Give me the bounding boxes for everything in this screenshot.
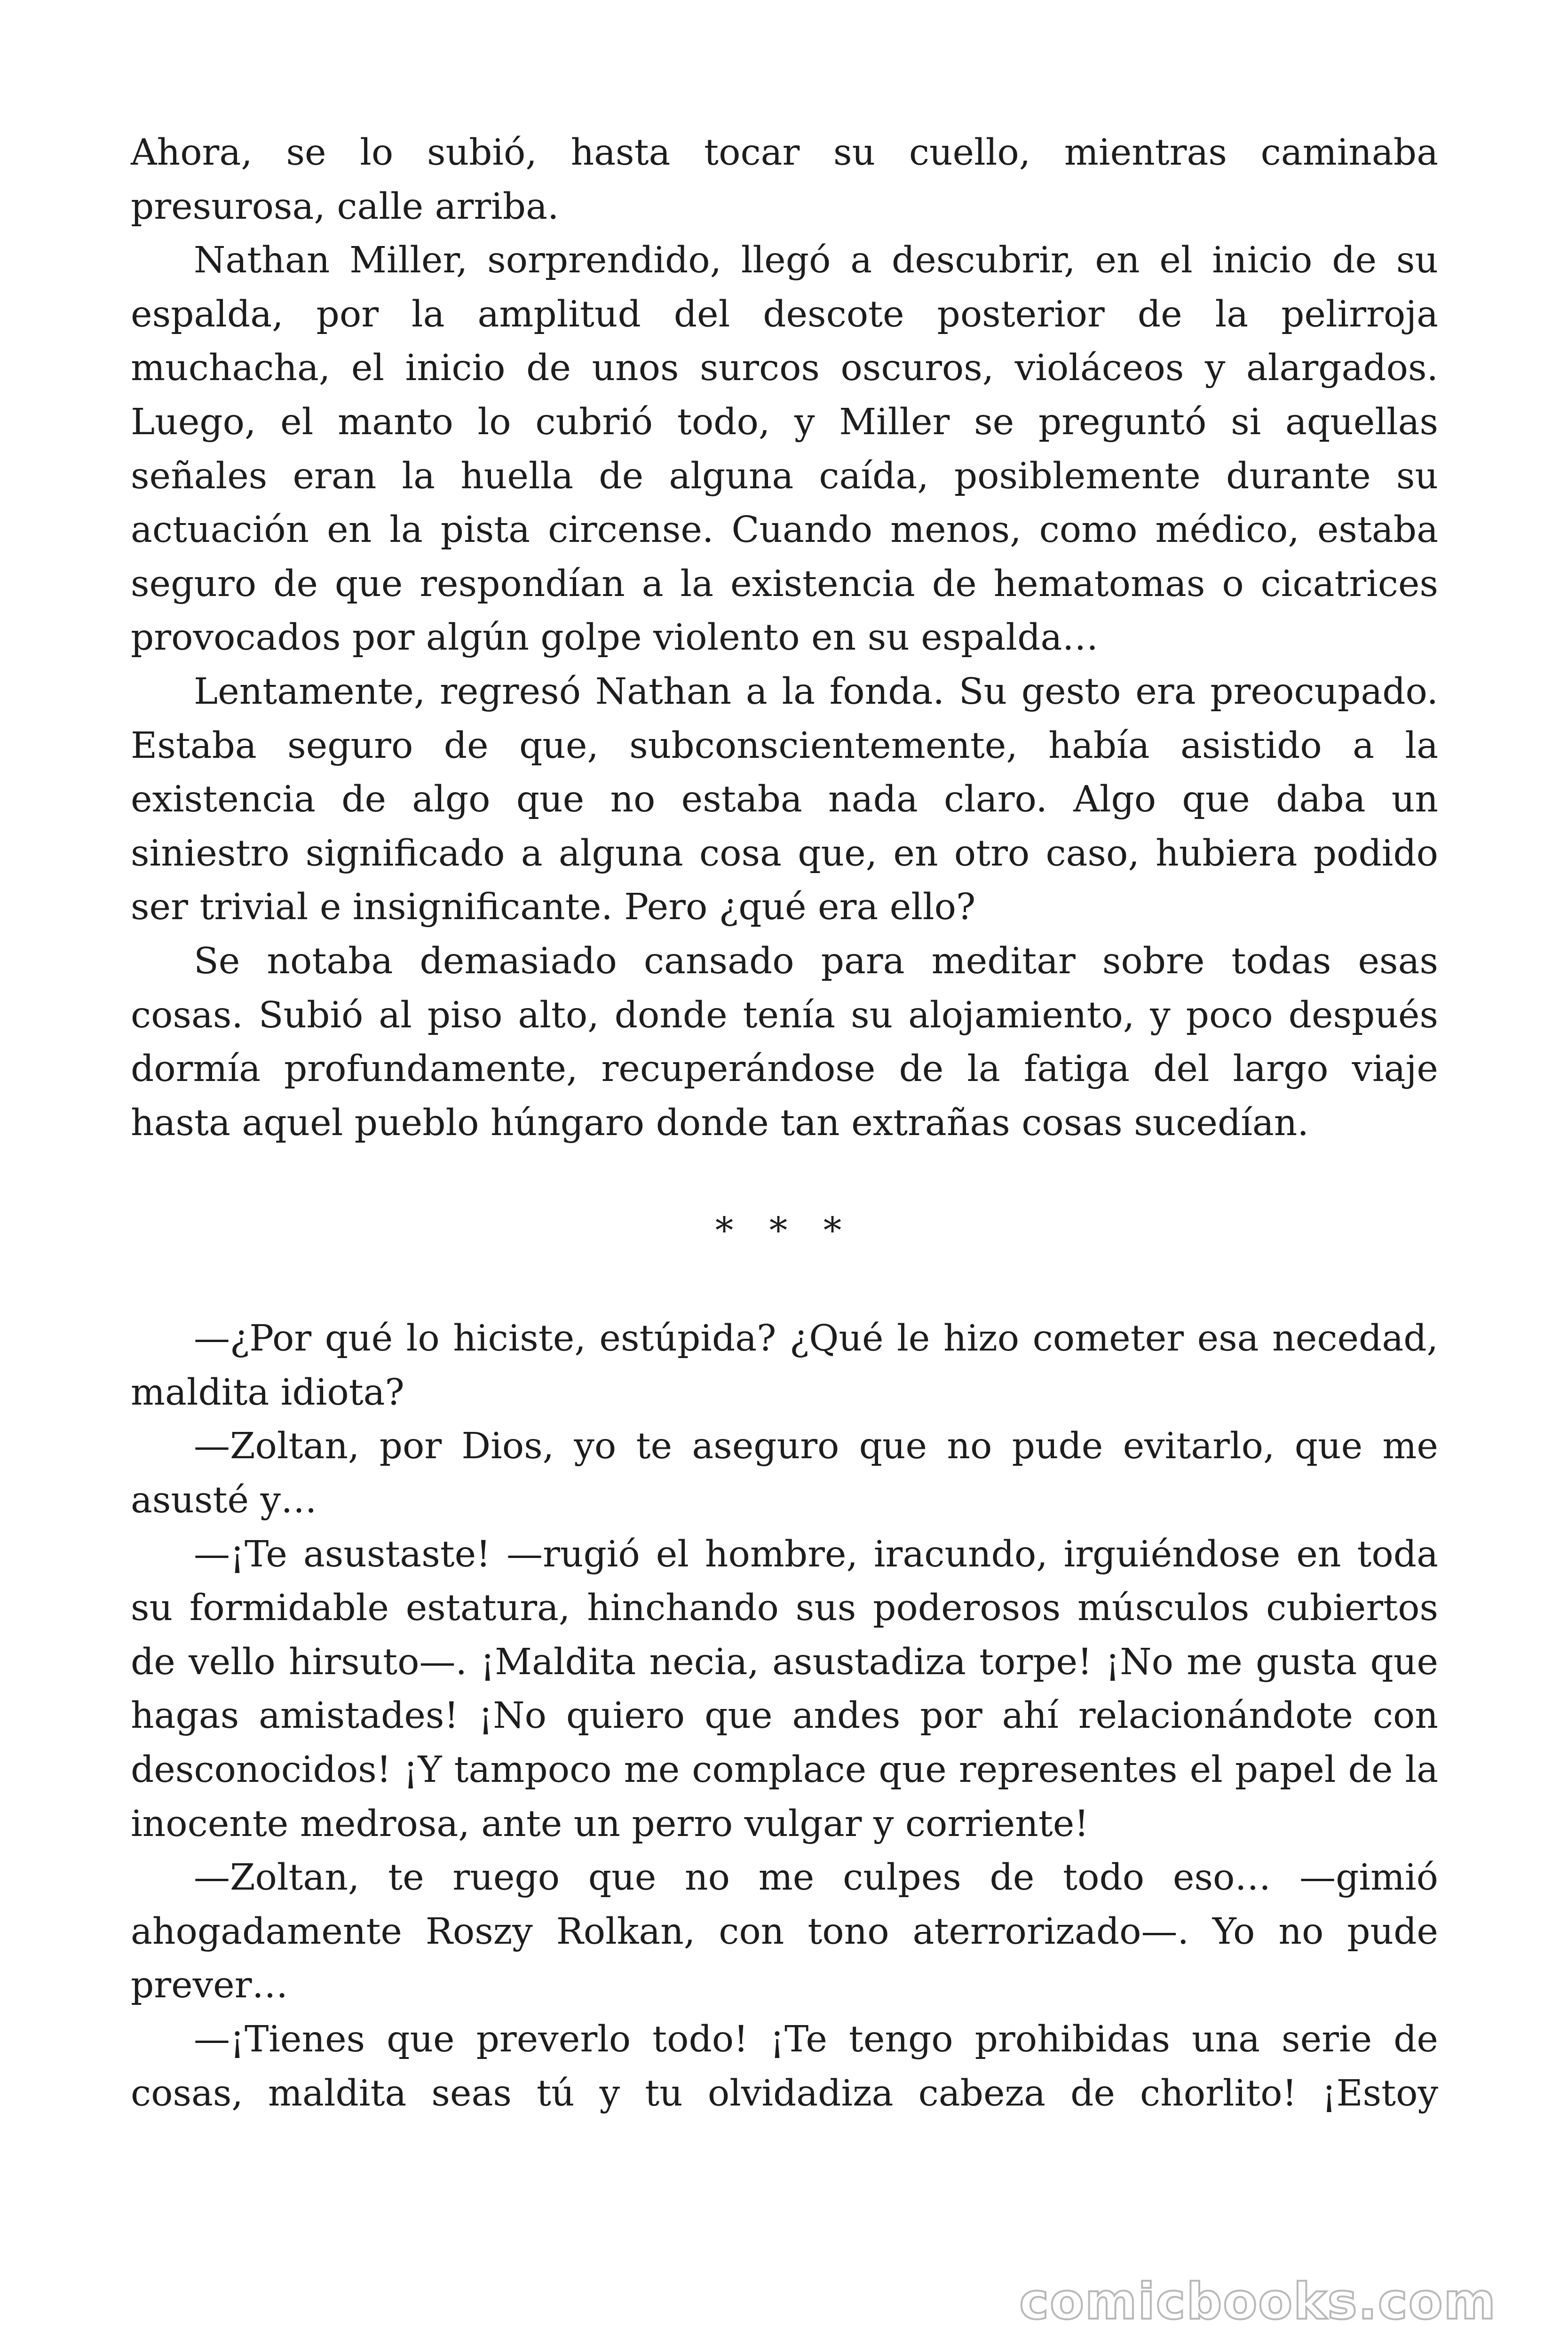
paragraph-1: Ahora, se lo subió, hasta tocar su cuello, mientras caminaba presurosa, calle arriba. xyxy=(131,132,1438,228)
paragraph-7: —¡Te asustaste! —rugió el hombre, iracundo, irguiéndose en toda su formidable estatura, hinchando sus poderosos músculos cubiertos de vello hirsuto—. ¡Maldita necia, asustadiza torpe! ¡No me gusta que hagas amistades! ¡No quiero que andes por ahí relacionándote con desconocidos! ¡Y tampoco me complace que representes el papel de la inocente medrosa, ante un perro vulgar y corriente! xyxy=(131,1533,1438,1845)
scene-separator: * * * xyxy=(715,1210,854,1252)
watermark-logo: comicbooks.com xyxy=(1019,2273,1497,2330)
paragraph-2: Nathan Miller, sorprendido, llegó a descubrir, en el inicio de su espalda, por la amplitud del descote posterior de la pelirroja muchacha, el inicio de unos surcos oscuros, violáceos y alargados. Luego, el manto lo cubrió todo, y Miller se preguntó si aquellas señales eran la huella de alguna caída, posiblemente durante su actuación en la pista circense. Cuando menos, como médico, estaba seguro de que respondían a la existencia de hematomas o cicatrices provocados por algún golpe violento en su espalda… xyxy=(131,239,1438,659)
book-page xyxy=(131,126,1438,2121)
paragraph-8: —Zoltan, te ruego que no me culpes de todo eso… —gimió ahogadamente Roszy Rolkan, con tono aterrorizado—. Yo no pude prever… xyxy=(131,1857,1438,2007)
paragraph-6: —Zoltan, por Dios, yo te aseguro que no pude evitarlo, que me asusté y… xyxy=(131,1425,1438,1522)
paragraph-9: —¡Tienes que preverlo todo! ¡Te tengo prohibidas una serie de cosas, maldita seas tú y tu olvidadiza cabeza de chorlito! ¡Estoy xyxy=(131,2018,1438,2114)
paragraph-3: Lentamente, regresó Nathan a la fonda. Su gesto era preocupado. Estaba seguro de que, subconscientemente, había asistido a la existencia de algo que no estaba nada claro. Algo que daba un siniestro significado a alguna cosa que, en otro caso, hubiera podido ser trivial e insignificante. Pero ¿qué era ello? xyxy=(131,670,1438,929)
paragraph-4: Se notaba demasiado cansado para meditar sobre todas esas cosas. Subió al piso alto, donde tenía su alojamiento, y poco después dormía profundamente, recuperándose de la fatiga del largo viaje hasta aquel pueblo húngaro donde tan extrañas cosas sucedían. xyxy=(131,940,1438,1144)
paragraph-5: —¿Por qué lo hiciste, estúpida? ¿Qué le hizo cometer esa necedad, maldita idiota? xyxy=(131,1318,1438,1414)
